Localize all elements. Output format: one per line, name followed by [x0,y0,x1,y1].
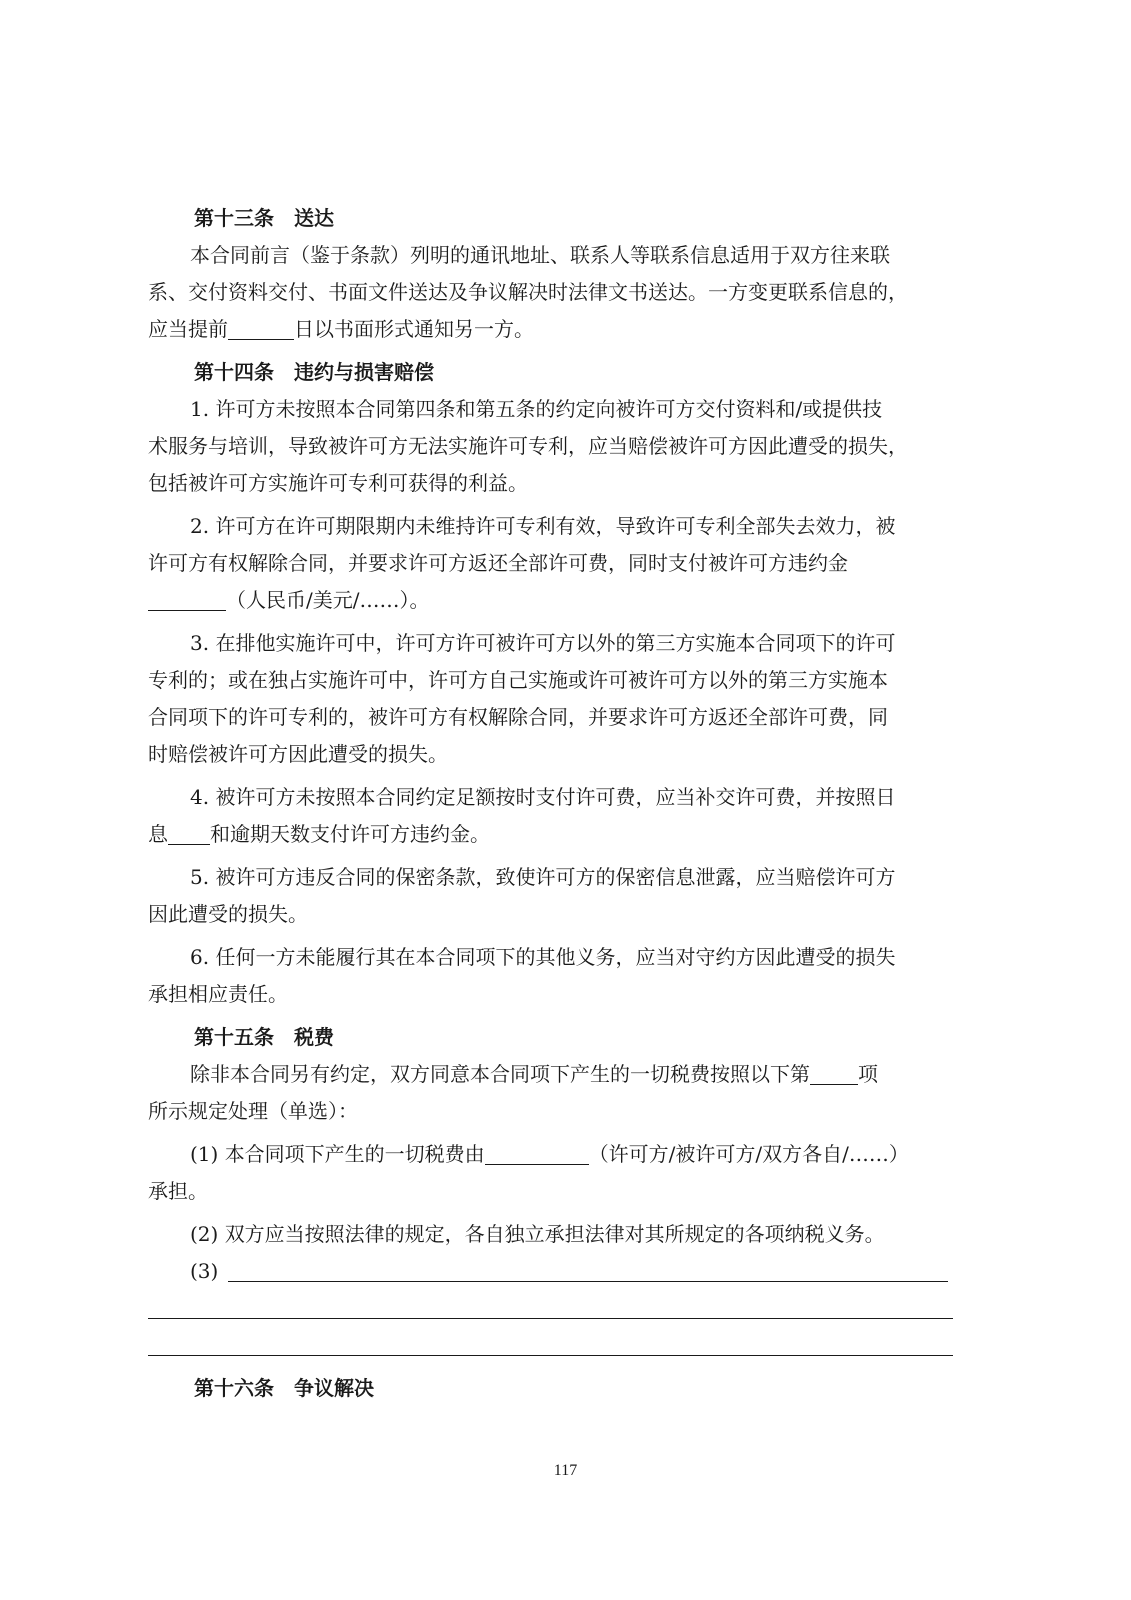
article-14-item-3-line-2: 专利的；或在独占实施许可中，许可方自己实施或许可被许可方以外的第三方实施本 [148,668,888,692]
tax-option-blank [810,1062,858,1085]
article-15-option-2: (2) 双方应当按照法律的规定，各自独立承担法律对其所规定的各项纳税义务。 [190,1222,885,1246]
article-14-item-1-line-3: 包括被许可方实施许可专利可获得的利益。 [148,471,528,495]
article-14-item-4-text-b: 和逾期天数支付许可方违约金。 [210,822,490,846]
article-15-intro-text-b: 项 [858,1062,878,1086]
article-14-item-5-line-2: 因此遭受的损失。 [148,902,308,926]
penalty-currency: （人民币/美元/……）。 [226,588,430,612]
article-14-item-3-line-1: 3. 在排他实施许可中，许可方许可被许可方以外的第三方实施本合同项下的许可 [190,631,896,655]
option-3-blank-line-2 [148,1290,970,1327]
article-15-option-1-line-2: 承担。 [148,1179,208,1203]
option-3-blank-line-3 [148,1327,970,1364]
tax-bearer-blank [485,1142,589,1165]
article-14-item-2-line-2: 许可方有权解除合同，并要求许可方返还全部许可费，同时支付被许可方违约金 [148,551,848,575]
article-14-item-4-line-1: 4. 被许可方未按照本合同约定足额按时支付许可费，应当补交许可费，并按照日 [190,785,896,809]
option-3-blank-line-1 [228,1259,948,1282]
article-13-text-b: 日以书面形式通知另一方。 [294,317,534,341]
article-15-option-3-label: (3) [190,1259,219,1283]
article-14-item-2-line-1: 2. 许可方在许可期限期内未维持许可专利有效，导致许可专利全部失去效力，被 [190,514,896,538]
article-13-line-3 [148,311,970,348]
penalty-amount-blank [148,588,226,611]
contract-body [148,200,970,1407]
article-15-intro-text-a: 除非本合同另有约定，双方同意本合同项下产生的一切税费按照以下第 [190,1062,810,1086]
article-14-item-2-line-3 [148,582,970,619]
article-15-option-1-text-b: （许可方/被许可方/双方各自/……） [588,1142,909,1166]
article-14-heading: 第十四条 违约与损害赔偿 [194,360,434,384]
article-15-intro-line-2: 所示规定处理（单选）： [148,1099,358,1123]
article-13-line-2: 系、交付资料交付、书面文件送达及争议解决时法律文书送达。一方变更联系信息的， [148,280,908,304]
article-15-option-1-text-a: (1) 本合同项下产生的一切税费由 [190,1142,485,1166]
page-number: 117 [553,1462,578,1479]
article-14-item-3-line-3: 合同项下的许可专利的，被许可方有权解除合同，并要求许可方返还全部许可费，同 [148,705,888,729]
article-14-item-1-line-1: 1. 许可方未按照本合同第四条和第五条的约定向被许可方交付资料和/或提供技 [190,397,883,421]
article-15-option-1-line-1 [148,1136,970,1173]
article-14-item-5-line-1: 5. 被许可方违反合同的保密条款，致使许可方的保密信息泄露，应当赔偿许可方 [190,865,896,889]
daily-rate-blank [168,822,210,845]
article-16-heading: 第十六条 争议解决 [194,1376,374,1400]
notice-days-blank [228,317,294,340]
article-14-item-4-line-2 [148,816,970,853]
article-13-heading: 第十三条 送达 [194,206,334,230]
article-14-item-4-text-a: 息 [148,822,168,846]
article-14-item-6-line-1: 6. 任何一方未能履行其在本合同项下的其他义务，应当对守约方因此遭受的损失 [190,945,896,969]
article-15-intro-line-1 [148,1056,970,1093]
article-15-option-3 [148,1253,970,1290]
article-13-line-1: 本合同前言（鉴于条款）列明的通讯地址、联系人等联系信息适用于双方往来联 [190,243,890,267]
article-14-item-1-line-2: 术服务与培训，导致被许可方无法实施许可专利，应当赔偿被许可方因此遭受的损失， [148,434,908,458]
article-14-item-6-line-2: 承担相应责任。 [148,982,288,1006]
article-15-heading: 第十五条 税费 [194,1025,334,1049]
article-13-text-a: 应当提前 [148,317,228,341]
article-14-item-3-line-4: 时赔偿被许可方因此遭受的损失。 [148,742,448,766]
